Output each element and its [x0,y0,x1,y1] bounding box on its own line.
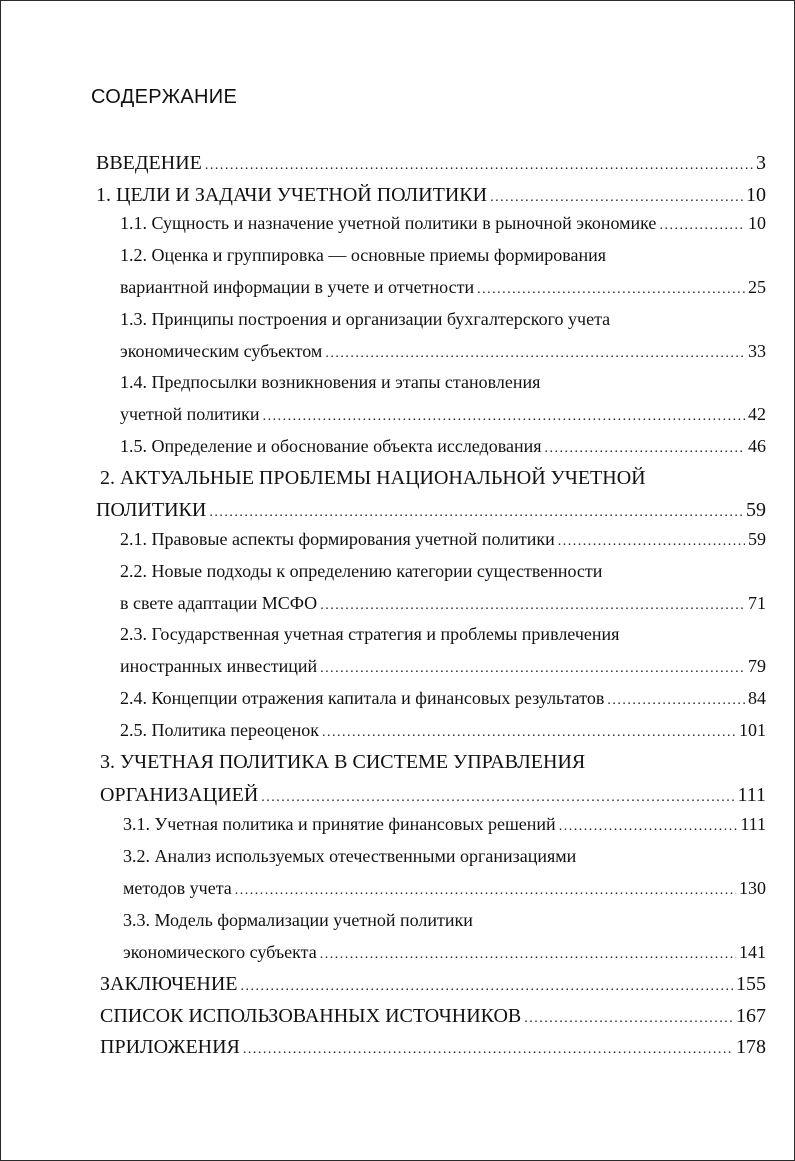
toc-entry-title: 3.1. Учетная политика и принятие финансовых решений [123,814,556,834]
toc-entry-title: 2.1. Правовые аспекты формирования учетной политики [120,529,555,549]
toc-entry-1-2[interactable] [120,272,766,302]
toc-page-number: 42 [748,404,766,424]
toc-page-number: 141 [739,942,766,962]
toc-entry-3-2-line-1: 3.2. Анализ используемых отечественными организациями [123,846,577,866]
toc-entry-2-1[interactable] [120,524,766,554]
toc-entry-title: в свете адаптации МСФО [120,593,318,613]
toc-page-number: 111 [740,814,766,834]
toc-entry-title: 2.5. Политика переоценок [120,720,319,740]
dot-leader [558,527,745,557]
toc-page-number: 111 [737,784,766,806]
toc-entry-chapter-2[interactable] [96,495,766,525]
toc-entry-1-3[interactable] [120,336,766,366]
toc-entry-conclusion[interactable] [100,969,766,999]
toc-entry-title: иностранных инвестиций [120,656,318,676]
dot-leader [263,402,745,432]
toc-page-number: 79 [748,656,766,676]
toc-entry-title: методов учета [123,878,232,898]
toc-entry-title: ПОЛИТИКИ [96,499,207,521]
toc-entry-title: экономическим субъектом [120,341,323,361]
toc-entry-title: ВВЕДЕНИЕ [96,152,202,174]
dot-leader [559,812,738,842]
toc-entry-title: 2.4. Концепции отражения капитала и финансовых результатов [120,688,605,708]
dot-leader [607,686,745,716]
dot-leader [322,718,736,748]
dot-leader [240,972,733,1002]
dot-leader [524,1004,733,1034]
toc-entry-2-5[interactable] [120,715,766,745]
dot-leader [320,591,745,621]
toc-entry-title: 1.5. Определение и обоснование объекта исследования [120,436,542,456]
dot-leader [235,876,736,906]
toc-page-number: 101 [739,720,766,740]
dot-leader [320,940,736,970]
dot-leader [477,275,745,305]
toc-entry-1-3-line-1: 1.3. Принципы построения и организации бухгалтерского учета [120,309,611,329]
toc-entry-1-2-line-1: 1.2. Оценка и группировка — основные приемы формирования [120,245,607,265]
toc-entry-2-3-line-1: 2.3. Государственная учетная стратегия и проблемы привлечения [120,624,620,644]
toc-page-number: 178 [736,1036,766,1058]
dot-leader [325,339,745,369]
toc-entry-title: экономического субъекта [123,942,317,962]
toc-entry-2-2-line-1: 2.2. Новые подходы к определению категории существенности [120,561,603,581]
toc-page-number: 130 [739,878,766,898]
toc-entry-references[interactable] [100,1001,766,1031]
toc-page-number: 3 [756,152,766,174]
page-title: СОДЕРЖАНИЕ [91,86,238,108]
toc-entry-chapter-2-line-1: 2. АКТУАЛЬНЫЕ ПРОБЛЕМЫ НАЦИОНАЛЬНОЙ УЧЕТНОЙ [100,467,646,489]
dot-leader [205,151,753,181]
dot-leader [320,654,745,684]
toc-entry-chapter-3[interactable] [100,780,766,810]
toc-page-number: 71 [748,593,766,613]
toc-page-number: 10 [748,213,766,233]
toc-entry-1-1[interactable] [120,208,766,238]
toc-entry-2-4[interactable] [120,683,766,713]
toc-page-number: 59 [748,529,766,549]
toc-entry-1-4-line-1: 1.4. Предпосылки возникновения и этапы становления [120,372,541,392]
toc-entry-2-3[interactable] [120,651,766,681]
toc-entry-title: 1. ЦЕЛИ И ЗАДАЧИ УЧЕТНОЙ ПОЛИТИКИ [96,184,488,206]
toc-entry-3-1[interactable] [123,809,766,839]
toc-page-number: 25 [748,277,766,297]
toc-entry-title: ЗАКЛЮЧЕНИЕ [100,973,238,995]
toc-entry-title: вариантной информации в учете и отчетности [120,277,475,297]
toc-page-number: 10 [746,184,766,206]
toc-entry-title: учетной политики [120,404,260,424]
toc-entry-3-3[interactable] [123,937,766,967]
toc-page-number: 167 [736,1005,766,1027]
toc-entry-appendices[interactable] [100,1032,766,1062]
toc-page-number: 155 [736,973,766,995]
toc-entry-3-2[interactable] [123,873,766,903]
dot-leader [545,434,745,464]
toc-entry-title: ОРГАНИЗАЦИЕЙ [100,784,259,806]
toc-entry-title: 1.1. Сущность и назначение учетной политики в рыночной экономике [120,213,657,233]
toc-entry-chapter-1[interactable] [96,180,766,210]
dot-leader [659,211,745,241]
toc-page-number: 46 [748,436,766,456]
toc-entry-title: ПРИЛОЖЕНИЯ [100,1036,240,1058]
toc-entry-3-3-line-1: 3.3. Модель формализации учетной политики [123,910,473,930]
toc-page-number: 33 [748,341,766,361]
toc-entry-1-5[interactable] [120,431,766,461]
toc-entry-1-4[interactable] [120,399,766,429]
toc-entry-intro[interactable] [96,148,766,178]
toc-entry-chapter-3-line-1: 3. УЧЕТНАЯ ПОЛИТИКА В СИСТЕМЕ УПРАВЛЕНИЯ [100,751,586,773]
toc-page-number: 59 [746,499,766,521]
toc-entry-2-2[interactable] [120,588,766,618]
toc-entry-title: СПИСОК ИСПОЛЬЗОВАННЫХ ИСТОЧНИКОВ [100,1005,522,1027]
dot-leader [243,1035,733,1065]
toc-page-number: 84 [748,688,766,708]
